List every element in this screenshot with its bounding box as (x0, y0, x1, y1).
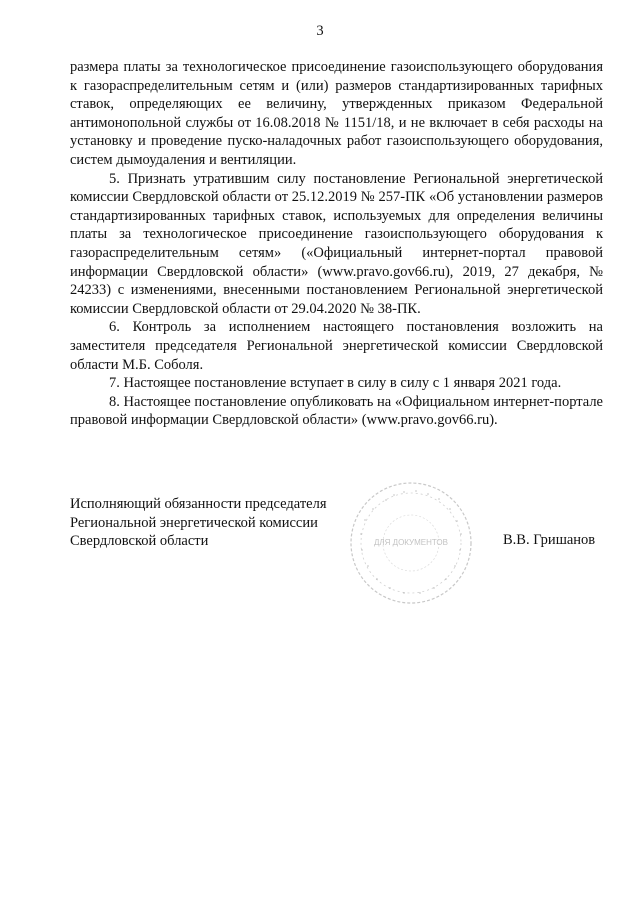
stamp-text: ДЛЯ ДОКУМЕНТОВ (373, 538, 449, 547)
signer-name: В.В. Гришанов (503, 532, 596, 548)
paragraph-continuation: размера платы за технологическое присоединение газоиспользующего оборудования к газораспределительным сетям и (или) размеров стандартизированных тарифных ставок, определяющих ее величину, утвержденных приказом Федеральной антимонопольной службы от 16.08.2018 № 1151/18, и не включает в себя расходы на установку и проведение пуско-наладочных работ газоиспользующего оборудования, систем дымоудаления и вентиляции. (70, 59, 603, 168)
document-body (70, 58, 603, 430)
paragraph-item-5: 5. Признать утратившим силу постановление Региональной энергетической комиссии Свердловской области от 25.12.2019 № 257-ПК «Об установлении размеров стандартизированных тарифных ставок, используемых для определения величины платы за технологическое присоединение газоиспользующего оборудования к газораспределительным сетям» («Официальный интернет-портал правовой информации Свердловской области» (www.pravo.gov66.ru), 2019, 27 декабря, № 24233) с изменениями, внесенными постановлением Региональной энергетической комиссии Свердловской области от 29.04.2020 № 38-ПК. (70, 170, 603, 317)
signer-position-line: Свердловской области (70, 533, 209, 550)
page-number: 3 (316, 23, 324, 39)
signer-position-line: Исполняющий обязанности председателя (70, 496, 327, 512)
signer-position (70, 495, 327, 551)
paragraph-item-7: 7. Настоящее постановление вступает в силу в силу с 1 января 2021 года. (109, 375, 562, 392)
official-stamp (346, 478, 476, 608)
paragraph-item-6: 6. Контроль за исполнением настоящего постановления возложить на заместителя председателя Региональной энергетической комиссии Свердловской области М.Б. Соболя. (70, 319, 603, 373)
signer-position-line: Региональной энергетической комиссии (70, 514, 318, 531)
paragraph-item-8: 8. Настоящее постановление опубликовать на «Официальном интернет-портале правовой информации Свердловской области» (www.pravo.gov66.ru). (70, 393, 603, 429)
